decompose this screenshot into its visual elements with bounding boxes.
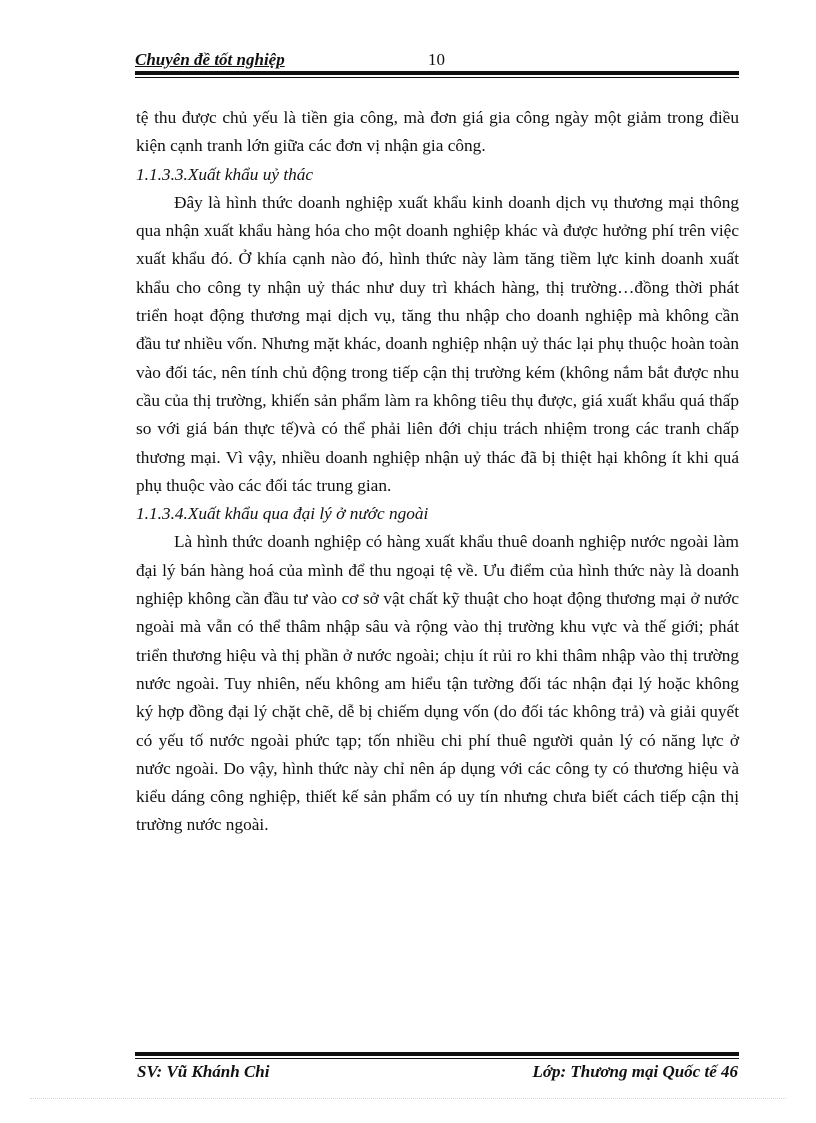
page-header — [135, 50, 739, 70]
page-bottom-dotted-line — [30, 1098, 786, 1099]
footer-rule-thin — [135, 1058, 739, 1059]
footer-rule-thick — [135, 1052, 739, 1056]
section-heading-1-1-3-3: 1.1.3.3.Xuất khẩu uỷ thác — [136, 164, 314, 184]
section-heading-1-1-3-4: 1.1.3.4.Xuất khẩu qua đại lý ở nước ngoài — [136, 504, 429, 524]
paragraph-3: Là hình thức doanh nghiệp có hàng xuất khẩu thuê doanh nghiệp nước ngoài làm đại lý bán hàng hoá của mình để thu ngoại tệ về. Ưu điểm của hình thức này là doanh nghiệp không cần đầu tư vào cơ sở vật chất kỹ thuật cho hoạt động thương mại ở nước ngoài mà vẫn có thể thâm nhập sâu và rộng vào thị trường khu vực và thế giới; phát triển thương hiệu và thị phần ở nước ngoài; chịu ít rủi ro khi thâm nhập vào thị trường nước ngoài. Tuy nhiên, nếu không am hiểu tận tường đối tác nhận đại lý hoặc không ký hợp đồng đại lý chặt chẽ, dễ bị chiếm dụng vốn (do đối tác không trả) và giải quyết có yếu tố nước ngoài phức tạp; tốn nhiều chi phí thuê người quản lý có năng lực ở nước ngoài. Do vậy, hình thức này chỉ nên áp dụng với các công ty có thương hiệu và kiểu dáng công nghiệp, thiết kế sản phẩm có uy tín nhưng chưa biết cách tiếp cận thị trường nước ngoài. — [136, 532, 739, 835]
paragraph-2: Đây là hình thức doanh nghiệp xuất khẩu kinh doanh dịch vụ thương mại thông qua nhận xuất khẩu hàng hóa cho một doanh nghiệp khác và được hưởng phí trên việc xuất khẩu đó. Ở khía cạnh nào đó, hình thức này làm tăng tiềm lực kinh doanh xuất khẩu cho công ty nhận uỷ thác như duy trì khách hàng, thị trường…đồng thời phát triển hoạt động thương mại dịch vụ, tăng thu nhập cho doanh nghiệp mà không cần đầu tư nhiều vốn. Nhưng mặt khác, doanh nghiệp nhận uỷ thác lại phụ thuộc hoàn toàn vào đối tác, nên tính chủ động trong tiếp cận thị trường kém (không nắm bắt được nhu cầu của thị trường, khiến sản phẩm làm ra không tiêu thụ được, giá xuất khẩu quá thấp so với giá bán thực tế)và có thể phải liên đới chịu trách nhiệm trong các tranh chấp thương mại. Vì vậy, nhiều doanh nghiệp nhận uỷ thác đã bị thiệt hại không ít khi quá phụ thuộc vào các đối tác trung gian. — [136, 192, 739, 495]
header-title: Chuyên đề tốt nghiệp — [135, 50, 285, 69]
paragraph-1: tệ thu được chủ yếu là tiền gia công, mà đơn giá gia công ngày một giảm trong điều kiện cạnh tranh lớn giữa các đơn vị nhận gia công. — [136, 108, 739, 156]
footer-student-name: SV: Vũ Khánh Chi — [137, 1062, 270, 1081]
page-number: 10 — [428, 50, 445, 69]
header-rule-thick — [135, 71, 739, 75]
footer-class-name: Lớp: Thương mại Quốc tế 46 — [532, 1062, 738, 1081]
document-body — [136, 104, 739, 840]
header-rule-thin — [135, 77, 739, 78]
